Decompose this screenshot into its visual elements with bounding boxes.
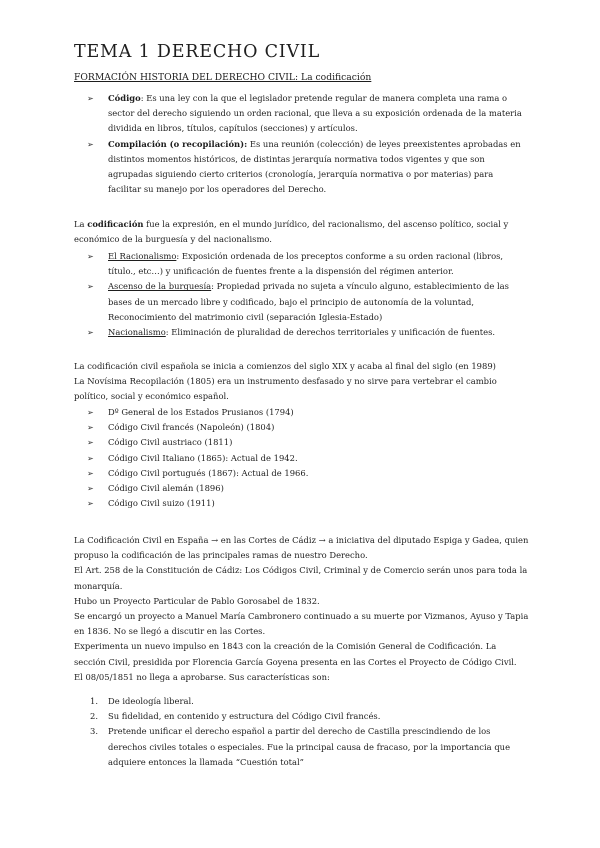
code-text: Dº General de los Estados Prusianos (1794) <box>108 407 294 417</box>
paragraph: El Art. 258 de la Constitución de Cádiz: Los Códigos Civil, Criminal y de Comercio serán unos para toda la monarquía. <box>74 565 528 591</box>
history-section <box>74 533 529 685</box>
definitions-list <box>74 91 529 197</box>
definition-item <box>74 137 529 198</box>
definition-item <box>74 91 529 137</box>
paragraph: Hubo un Proyecto Particular de Pablo Gorosabel de 1832. <box>74 595 320 606</box>
code-item <box>74 496 529 511</box>
arrow-bullet-icon: ➢ <box>87 408 94 417</box>
arrow-bullet-icon: ➢ <box>87 484 94 494</box>
intro-post: fue la expresión, en el mundo jurídico, del racionalismo, del ascenso político, social y económico de la burguesía y del nacionalismo. <box>74 219 509 245</box>
item-text: Pretende unificar el derecho español a partir del derecho de Castilla prescindiendo de los derechos civiles totales o especiales. Fue la principal causa de fracaso, por la importancia que adquiere entonces la llamada “Cuestión total” <box>108 726 511 767</box>
cause-item <box>74 325 529 340</box>
item-text: De ideología liberal. <box>108 696 194 706</box>
item-number: 2. <box>90 711 98 722</box>
paragraph: El 08/05/1851 no llega a aprobarse. Sus características son: <box>74 671 330 682</box>
code-item <box>74 420 529 435</box>
cause-item <box>74 279 529 325</box>
arrow-bullet-icon: ➢ <box>87 499 94 509</box>
paragraph: La codificación civil española se inicia a comienzos del siglo XIX y acaba al final del siglo (en 1989) <box>74 361 496 371</box>
numbered-item <box>74 694 529 709</box>
cause-text: : Propiedad privada no sujeta a vínculo alguno, establecimiento de las bases de un mercado libre y codificado, bajo el principio de autonomía de la voluntad, Reconocimiento del matrimonio civil (separación Iglesia-Estado) <box>108 281 509 322</box>
intro-pre: La <box>74 219 88 229</box>
definition-text: : Es una ley con la que el legislador pretende regular de manera completa una rama o sector del derecho siguiendo un orden racional, que lleva a su exposición ordenada de la materia dividida en libros, títulos, capítulos (secciones) y artículos. <box>108 93 522 134</box>
numbered-item <box>74 709 529 724</box>
code-item <box>74 481 529 496</box>
paragraph: Se encargó un proyecto a Manuel María Cambronero continuado a su muerte por Vizmanos, Ayuso y Tapia en 1836. No se llegó a discutir en las Cortes. <box>74 611 529 637</box>
cause-text: : Eliminación de pluralidad de derechos territoriales y unificación de fuentes. <box>165 327 496 338</box>
definition-text: Es una reunión (colección) de leyes preexistentes aprobadas en distintos momentos históricos, de distintas jerarquía normativa todos vigentes y que son agrupadas siguiendo cierto criterios (cronología, jerarquía normativa o por materias) para facilitar su manejo por los operadores del Derecho. <box>108 138 521 195</box>
paragraph: La Novísima Recopilación (1805) era un instrumento desfasado y no sirve para vertebrar el cambio político, social y económico español. <box>74 376 497 402</box>
cause-label: Nacionalismo <box>108 327 166 338</box>
code-text: Código Civil alemán (1896) <box>108 483 224 494</box>
item-number: 1. <box>90 696 98 706</box>
item-text: Su fidelidad, en contenido y estructura del Código Civil francés. <box>108 711 381 722</box>
codification-term: codificación <box>87 219 144 229</box>
document-title: TEMA 1 DERECHO CIVIL <box>74 42 321 62</box>
code-item <box>74 405 529 420</box>
definition-term: Código <box>108 93 141 103</box>
code-text: Código Civil suizo (1911) <box>108 498 215 509</box>
codification-paragraph <box>74 217 529 247</box>
cause-item <box>74 249 529 279</box>
code-text: Código Civil portugués (1867): Actual de 1966. <box>108 467 309 478</box>
arrow-bullet-icon: ➢ <box>87 94 94 103</box>
cause-label: El Racionalismo <box>108 251 177 261</box>
code-text: Código Civil francés (Napoleón) (1804) <box>108 422 275 433</box>
arrow-bullet-icon: ➢ <box>87 282 94 292</box>
numbered-item <box>74 724 529 770</box>
paragraph: Experimenta un nuevo impulso en 1843 con la creación de la Comisión General de Codificación. La sección Civil, presidida por Florencia García Goyena presenta en las Cortes el Proyecto de Código Civil. <box>74 641 517 667</box>
arrow-bullet-icon: ➢ <box>87 139 94 149</box>
section-subtitle: FORMACIÓN HISTORIA DEL DERECHO CIVIL: La codificación <box>74 72 372 83</box>
arrow-bullet-icon: ➢ <box>87 468 94 478</box>
arrow-bullet-icon: ➢ <box>87 252 94 261</box>
definition-term: Compilación (o recopilación): <box>108 138 248 149</box>
arrow-bullet-icon: ➢ <box>87 328 94 338</box>
causes-list <box>74 249 529 340</box>
codification-intro <box>74 217 529 247</box>
code-item <box>74 451 529 466</box>
code-item <box>74 466 529 481</box>
arrow-bullet-icon: ➢ <box>87 438 94 448</box>
cause-label: Ascenso de la burguesía <box>108 281 212 292</box>
codes-list <box>74 405 529 511</box>
characteristics-list <box>74 694 529 770</box>
item-number: 3. <box>90 726 98 737</box>
paragraph: La Codificación Civil en España → en las Cortes de Cádiz → a iniciativa del diputado Espiga y Gadea, quien propuso la codificación de las principales ramas de nuestro Derecho. <box>74 535 529 561</box>
code-text: Código Civil Italiano (1865): Actual de 1942. <box>108 452 298 463</box>
arrow-bullet-icon: ➢ <box>87 453 94 463</box>
code-item <box>74 435 529 450</box>
cause-text: : Exposición ordenada de los preceptos conforme a su orden racional (libros, título., etc…) y unificación de fuentes frente a la dispensión del régimen anterior. <box>108 251 504 277</box>
spanish-codification <box>74 359 529 405</box>
code-text: Código Civil austriaco (1811) <box>108 437 233 448</box>
arrow-bullet-icon: ➢ <box>87 423 94 433</box>
